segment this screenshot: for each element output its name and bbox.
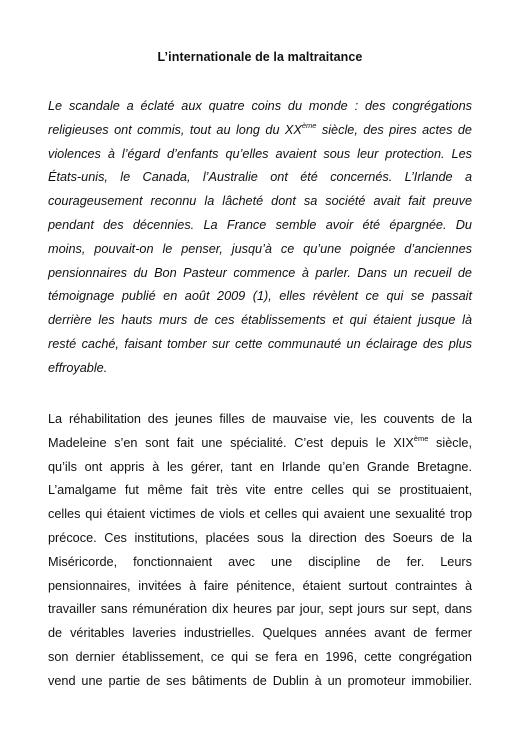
text-run: qu’ils ont appris à les gérer, tant en Irlande qu’en Grande Bretagne. xyxy=(48,459,472,474)
paragraph-2 xyxy=(48,408,472,694)
text-line xyxy=(48,214,472,238)
text-run: violences à l’égard d’enfants qu’elles avaient sous leur protection. Les xyxy=(48,146,472,161)
text-run: vend une partie de ses bâtiments de Dublin à un promoteur immobilier. xyxy=(48,673,472,688)
text-run: religieuses ont commis, tout au long du XX xyxy=(48,122,302,137)
text-run: celles qui étaient victimes de viols et celles qui avaient une sexualité trop xyxy=(48,507,472,522)
text-line xyxy=(48,309,472,333)
superscript: ème xyxy=(301,120,317,130)
text-line xyxy=(48,119,472,143)
text-run: effroyable. xyxy=(48,360,108,375)
text-run: pensionnaires, invitées à faire pénitence, étaient surtout contraintes à xyxy=(48,578,472,593)
text-line xyxy=(48,479,472,503)
text-run: précoce. Ces institutions, placées sous la direction des Soeurs de la xyxy=(48,530,472,545)
text-line xyxy=(48,285,472,309)
text-run: siècle, xyxy=(428,435,472,450)
text-run: L’amalgame fut même fait très vite entre celles qui se prostituaient, xyxy=(48,483,472,498)
text-line xyxy=(48,503,472,527)
text-line xyxy=(48,357,472,381)
text-line xyxy=(48,551,472,575)
text-run: courageusement reconnu la lâcheté dont sa société avait fait preuve xyxy=(48,194,472,209)
text-run: La réhabilitation des jeunes filles de mauvaise vie, les couvents de la xyxy=(48,412,472,426)
text-line xyxy=(48,238,472,262)
text-line xyxy=(48,622,472,646)
text-run: derrière les hauts murs de ces établissements et qui étaient jusque là xyxy=(48,313,472,328)
text-run: Miséricorde, fonctionnaient avec une discipline de fer. Leurs xyxy=(48,554,472,569)
text-run: Le scandale a éclaté aux quatre coins du monde : des congrégations xyxy=(48,99,472,113)
text-line xyxy=(48,598,472,622)
paragraph-1 xyxy=(48,95,472,381)
text-line xyxy=(48,670,472,694)
text-run: pendant des décennies. La France semble avoir été épargnée. Du xyxy=(48,217,472,232)
text-run: siècle, des pires actes de xyxy=(316,122,472,137)
text-run: États-unis, le Canada, l’Australie ont été concernés. L’Irlande a xyxy=(48,170,472,185)
text-run: de véritables laveries industrielles. Quelques années avant de fermer xyxy=(48,626,472,641)
text-run: témoignage publié en août 2009 (1), elles révèlent ce qui se passait xyxy=(48,289,472,304)
document-title: L’internationale de la maltraitance xyxy=(157,50,363,64)
text-line xyxy=(48,333,472,357)
text-run: moins, pouvait-on le penser, jusqu’à ce qu’une poignée d’anciennes xyxy=(48,241,472,256)
text-line xyxy=(48,646,472,670)
text-line xyxy=(48,190,472,214)
text-run: pensionnaires du Bon Pasteur commence à parler. Dans un recueil de xyxy=(48,265,472,280)
text-line xyxy=(48,432,472,456)
text-run: Madeleine s’en sont fait une spécialité. C’est depuis le XIX xyxy=(48,435,414,450)
text-run: son dernier établissement, ce qui se fera en 1996, cette congrégation xyxy=(48,649,472,664)
text-line xyxy=(48,143,472,167)
text-line xyxy=(48,527,472,551)
text-line xyxy=(48,575,472,599)
text-run: resté caché, faisant tomber sur cette communauté un éclairage des plus xyxy=(48,336,472,351)
text-line xyxy=(48,95,472,119)
superscript: ème xyxy=(413,433,429,443)
text-line xyxy=(48,166,472,190)
text-line xyxy=(48,456,472,480)
text-line xyxy=(48,408,472,432)
text-run: travailler sans rémunération dix heures par jour, sept jours sur sept, dans xyxy=(48,602,472,617)
text-line xyxy=(48,262,472,286)
